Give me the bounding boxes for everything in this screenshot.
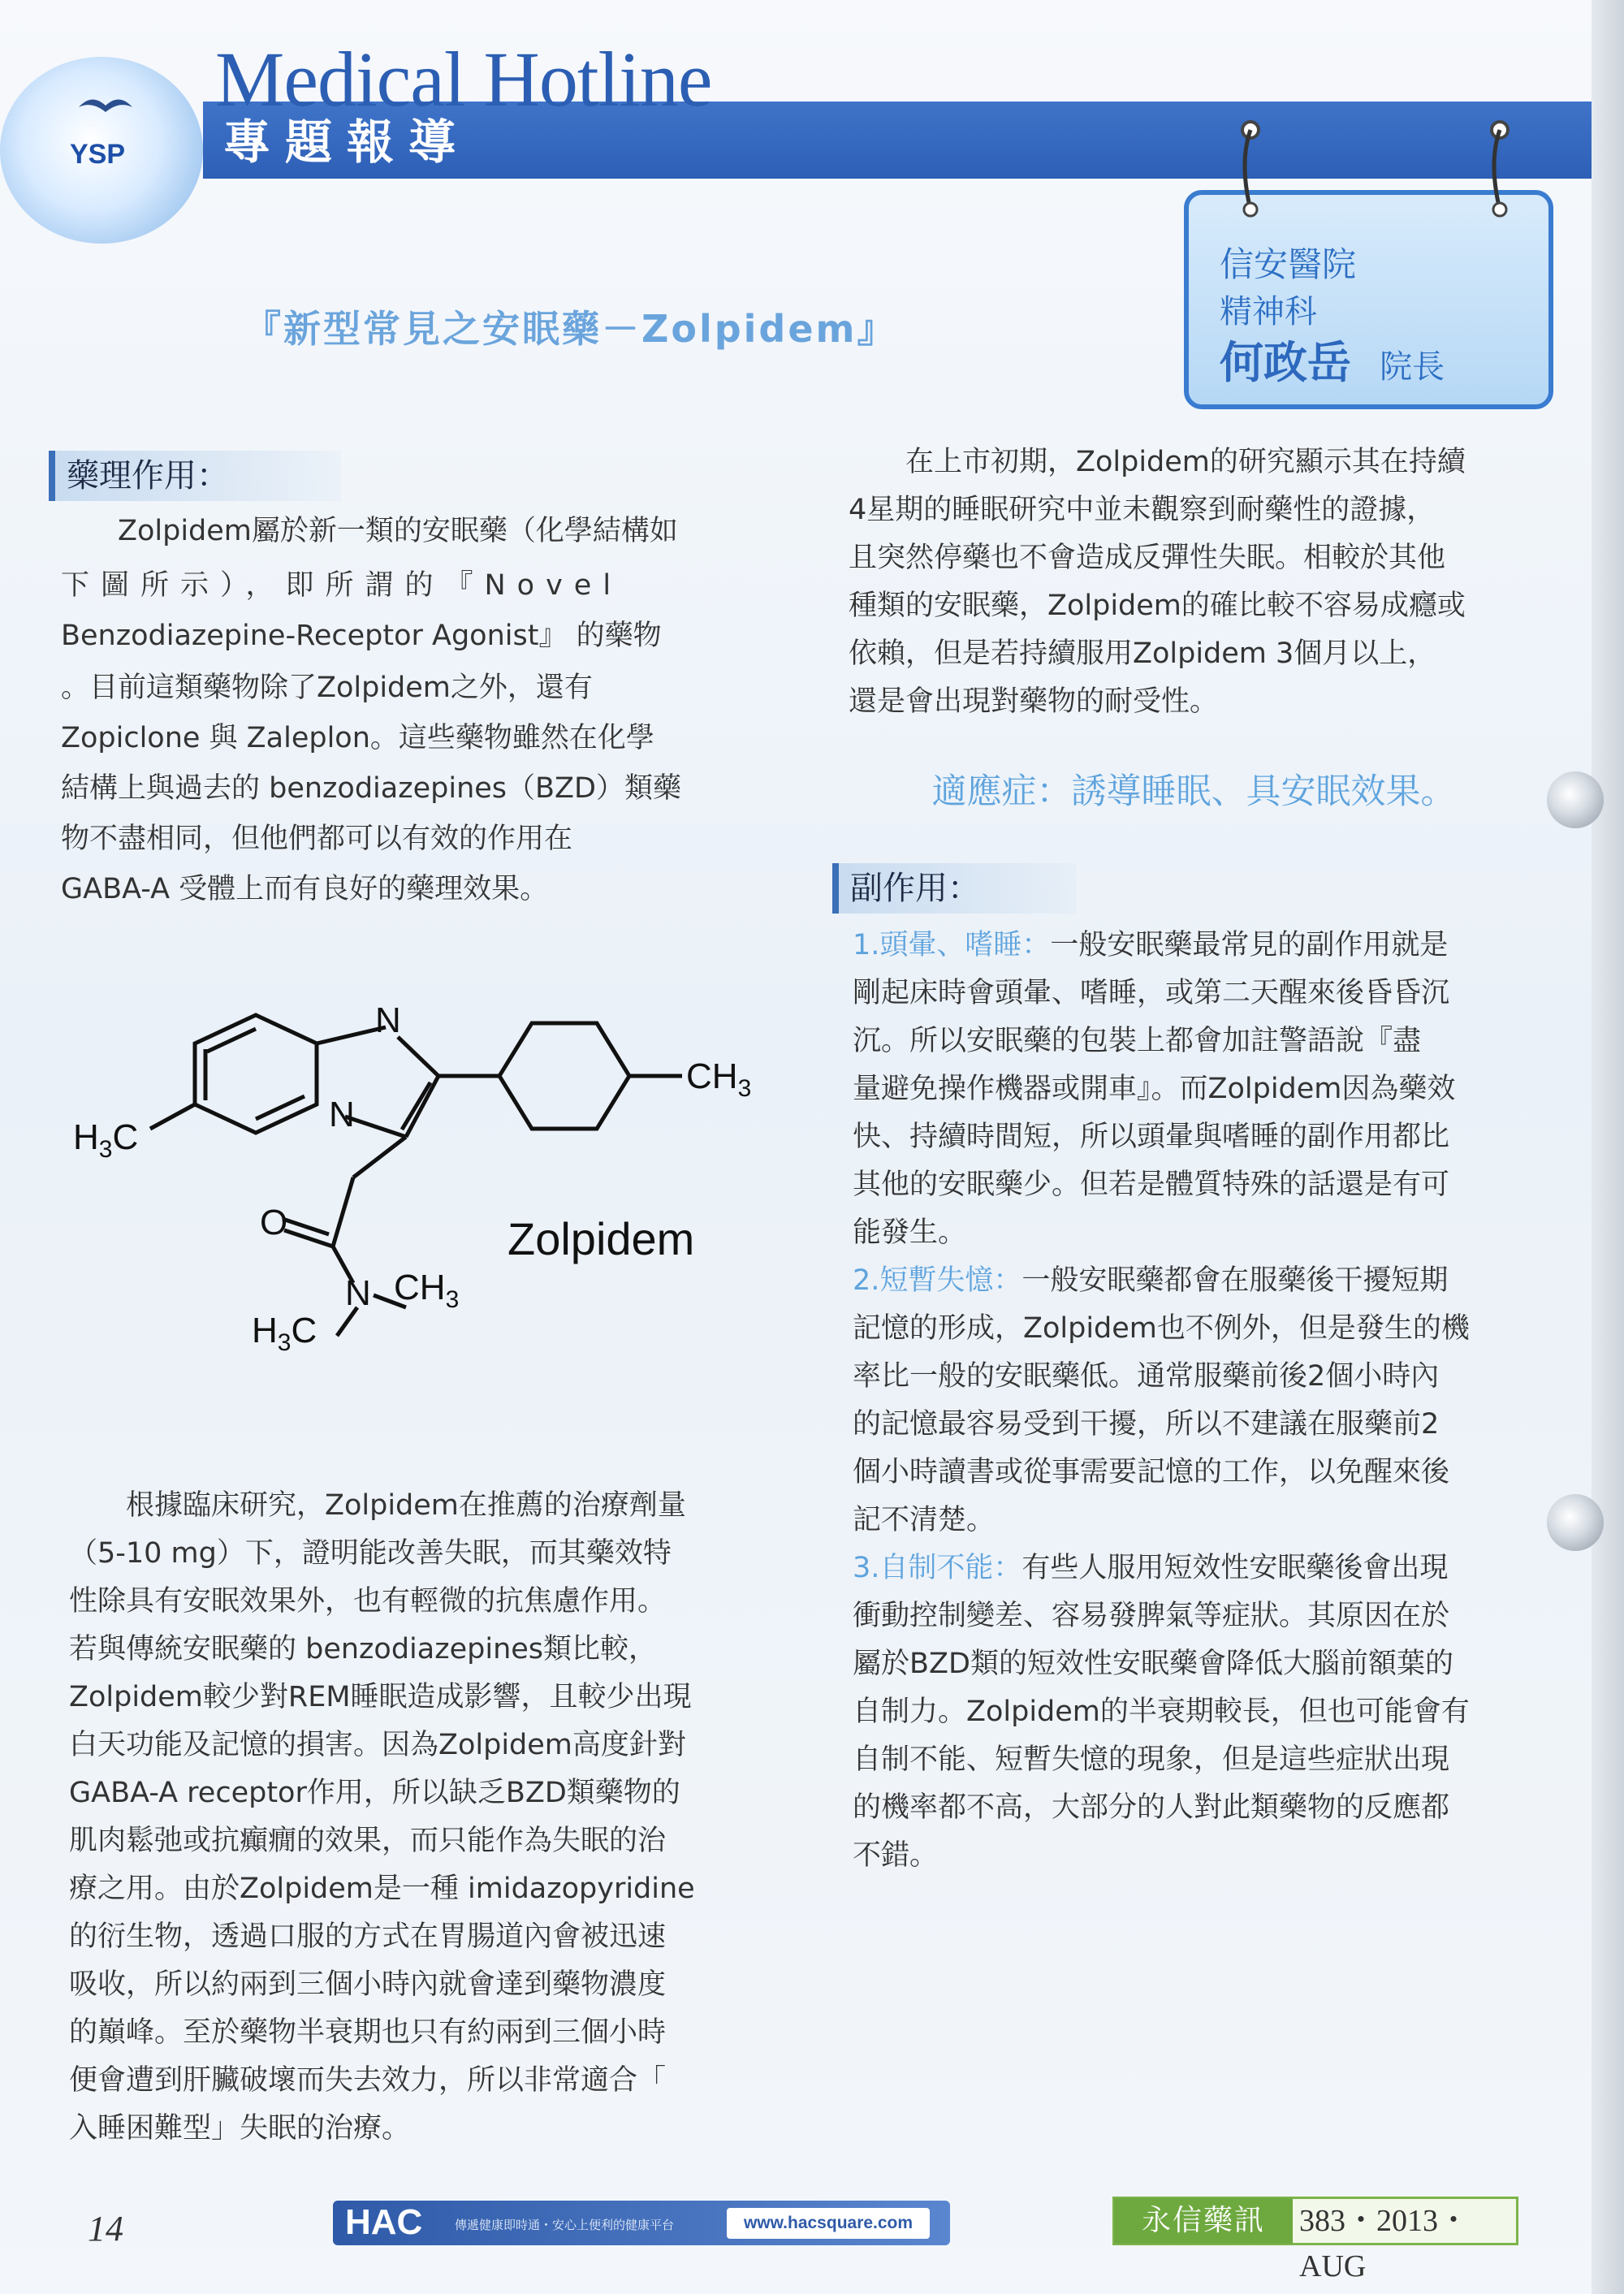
- issue-brand: 永信藥訊: [1114, 2198, 1293, 2244]
- text-line: 個小時讀書或從事需要記憶的工作，以免醒來後: [853, 1456, 1450, 1488]
- bird-icon: [77, 89, 134, 122]
- text-line: 還是會出現對藥物的耐受性。: [849, 685, 1219, 718]
- text-line: 根據臨床研究，Zolpidem在推薦的治療劑量: [69, 1489, 686, 1522]
- text-line: 在上市初期，Zolpidem的研究顯示其在持續: [849, 446, 1466, 478]
- issue-number: 383・2013・AUG: [1299, 2204, 1470, 2283]
- text-line: GABA-A 受體上而有良好的藥理效果。: [61, 873, 549, 905]
- text-line: 自制不能、短暫失憶的現象，但是這些症狀出現: [853, 1743, 1450, 1776]
- text-line: 肌肉鬆弛或抗癲癇的效果，而只能作為失眠的治: [69, 1825, 667, 1857]
- text-line: 性除具有安眠效果外，也有輕微的抗焦慮作用。: [69, 1585, 667, 1618]
- ch3-label: $CH_3$: [394, 1268, 460, 1313]
- author-name: 何政岳: [1220, 337, 1351, 388]
- text-line: 的巔峰。至於藥物半衰期也只有約兩到三個小時: [69, 2016, 667, 2049]
- text-line: 若與傳統安眠藥的 benzodiazepines類比較，: [69, 1633, 658, 1665]
- binder-hole-icon: [1547, 771, 1604, 828]
- text-line: 種類的安眠藥，Zolpidem的確比較不容易成癮或: [849, 590, 1466, 622]
- text-line: 屬於BZD類的短效性安眠藥會降低大腦前額葉的: [853, 1648, 1453, 1680]
- text-line: Zopiclone 與 Zaleplon。這些藥物雖然在化學: [61, 722, 654, 754]
- atom-label: O: [260, 1203, 288, 1242]
- text-line: 。目前這類藥物除了Zolpidem之外，還有: [61, 672, 593, 704]
- text-line: 的記憶最容易受到干擾，所以不建議在服藥前2: [853, 1408, 1440, 1441]
- author-hospital: 信安醫院: [1220, 244, 1357, 284]
- text-line: 自制力。Zolpidem的半衰期較長，但也可能會有: [853, 1696, 1470, 1728]
- text-line: Zolpidem較少對REM睡眠造成影響，且較少出現: [69, 1681, 692, 1713]
- text-line: 白天功能及記憶的損害。因為Zolpidem高度針對: [69, 1729, 686, 1761]
- text-line: 吸收，所以約兩到三個小時內就會達到藥物濃度: [69, 1968, 667, 2001]
- author-name-row: [1220, 335, 1544, 391]
- text-line: 且突然停藥也不會造成反彈性失眠。相較於其他: [849, 542, 1446, 574]
- text-line: 能發生。: [853, 1216, 967, 1249]
- text-line: 快、持續時間短，所以頭暈與嗜睡的副作用都比: [853, 1121, 1450, 1153]
- ysp-logo-text: YSP: [69, 139, 126, 170]
- header-title: Medical Hotline: [215, 36, 712, 123]
- text-segment: 有些人服用短效性安眠藥後會出現: [1021, 1552, 1449, 1584]
- text-line: Benzodiazepine-Receptor Agonist』 的藥物: [61, 620, 662, 652]
- text-line: 的衍生物，透過口服的方式在胃腸道內會被迅速: [69, 1920, 667, 1953]
- text-line: 療之用。由於Zolpidem是一種 imidazopyridine: [69, 1873, 695, 1905]
- binder-ring-icon: [1482, 114, 1518, 219]
- text-line: 便會遭到肝臟破壞而失去效力，所以非常適合「: [69, 2064, 667, 2097]
- text-line: [853, 1544, 1543, 1592]
- text-line: [853, 922, 1543, 970]
- atom-label: N: [375, 1000, 401, 1040]
- text-line: 剛起床時會頭暈、嗜睡，或第二天醒來後昏昏沉: [853, 977, 1450, 1009]
- text-line: 記不清楚。: [853, 1504, 996, 1536]
- text-line: 記憶的形成，Zolpidem也不例外，但是發生的機: [853, 1312, 1470, 1345]
- author-position: 院長: [1380, 348, 1445, 386]
- atom-label: N: [345, 1273, 371, 1313]
- h3c-label: $H_3C$: [252, 1311, 317, 1352]
- text-line: 不錯。: [853, 1839, 939, 1872]
- text-line: Zolpidem屬於新一類的安眠藥（化學結構如: [61, 515, 678, 547]
- text-segment: 一般安眠藥都會在服藥後干擾短期: [1021, 1264, 1449, 1297]
- text-line: （5-10 mg）下，證明能改善失眠，而其藥效特: [69, 1537, 672, 1570]
- atom-label: N: [329, 1095, 355, 1134]
- text-line: 入睡困難型」失眠的治療。: [69, 2112, 411, 2145]
- section-label-pharmacology: 藥理作用：: [49, 451, 341, 501]
- h3c-label: $H_3C$: [73, 1117, 139, 1163]
- side-effect-title: 2.短暫失憶：: [853, 1264, 1022, 1297]
- text-line: 下圖所示），即所謂的『Novel: [61, 569, 623, 602]
- binder-hole-icon: [1547, 1494, 1604, 1551]
- author-department: 精神科: [1220, 293, 1317, 330]
- article-title: 『新型常見之安眠藥－Zolpidem』: [244, 307, 897, 351]
- text-line: 衝動控制變差、容易發脾氣等症狀。其原因在於: [853, 1600, 1450, 1632]
- ch3-label: $CH_3$: [686, 1056, 752, 1102]
- text-line: 4星期的睡眠研究中並未觀察到耐藥性的證據，: [849, 494, 1436, 526]
- text-line: 結構上與過去的 benzodiazepines（BZD）類藥: [61, 772, 681, 805]
- section-label-side-effects: 副作用：: [832, 863, 1076, 914]
- text-line: 依賴，但是若持續服用Zolpidem 3個月以上，: [849, 637, 1436, 670]
- text-line: 其他的安眠藥少。但若是體質特殊的話還是有可: [853, 1169, 1450, 1201]
- indication-text: 適應症：誘導睡眠、具安眠效果。: [931, 771, 1456, 812]
- text-line: 沉。所以安眠藥的包裝上都會加註警語說『盡: [853, 1025, 1422, 1057]
- text-line: 率比一般的安眠藥低。通常服藥前後2個小時內: [853, 1360, 1440, 1393]
- text-line: 物不盡相同，但他們都可以有效的作用在: [61, 823, 573, 855]
- structure-name: Zolpidem: [508, 1213, 695, 1264]
- text-line: 的機率都不高，大部分的人對此類藥物的反應都: [853, 1791, 1450, 1824]
- text-line: [853, 1257, 1543, 1305]
- zolpidem-structure-diagram: [57, 987, 771, 1352]
- binder-ring-icon: [1233, 114, 1268, 219]
- header-subtitle: 專題報導: [223, 114, 471, 170]
- hac-url-link[interactable]: www.hacsquare.com: [727, 2208, 930, 2239]
- side-effect-title: 3.自制不能：: [853, 1552, 1022, 1584]
- text-line: 量避免操作機器或開車』。而Zolpidem因為藥效: [853, 1073, 1456, 1105]
- page-number: 14: [88, 2209, 123, 2249]
- text-segment: 一般安眠藥最常見的副作用就是: [1050, 929, 1449, 961]
- side-effect-title: 1.頭暈、嗜睡：: [853, 929, 1051, 961]
- hac-logo: HAC: [345, 2202, 423, 2242]
- page-edge: [1592, 0, 1624, 2294]
- text-line: GABA-A receptor作用，所以缺乏BZD類藥物的: [69, 1777, 680, 1809]
- hac-tagline: 傳遞健康即時通・安心上便利的健康平台: [455, 2218, 675, 2232]
